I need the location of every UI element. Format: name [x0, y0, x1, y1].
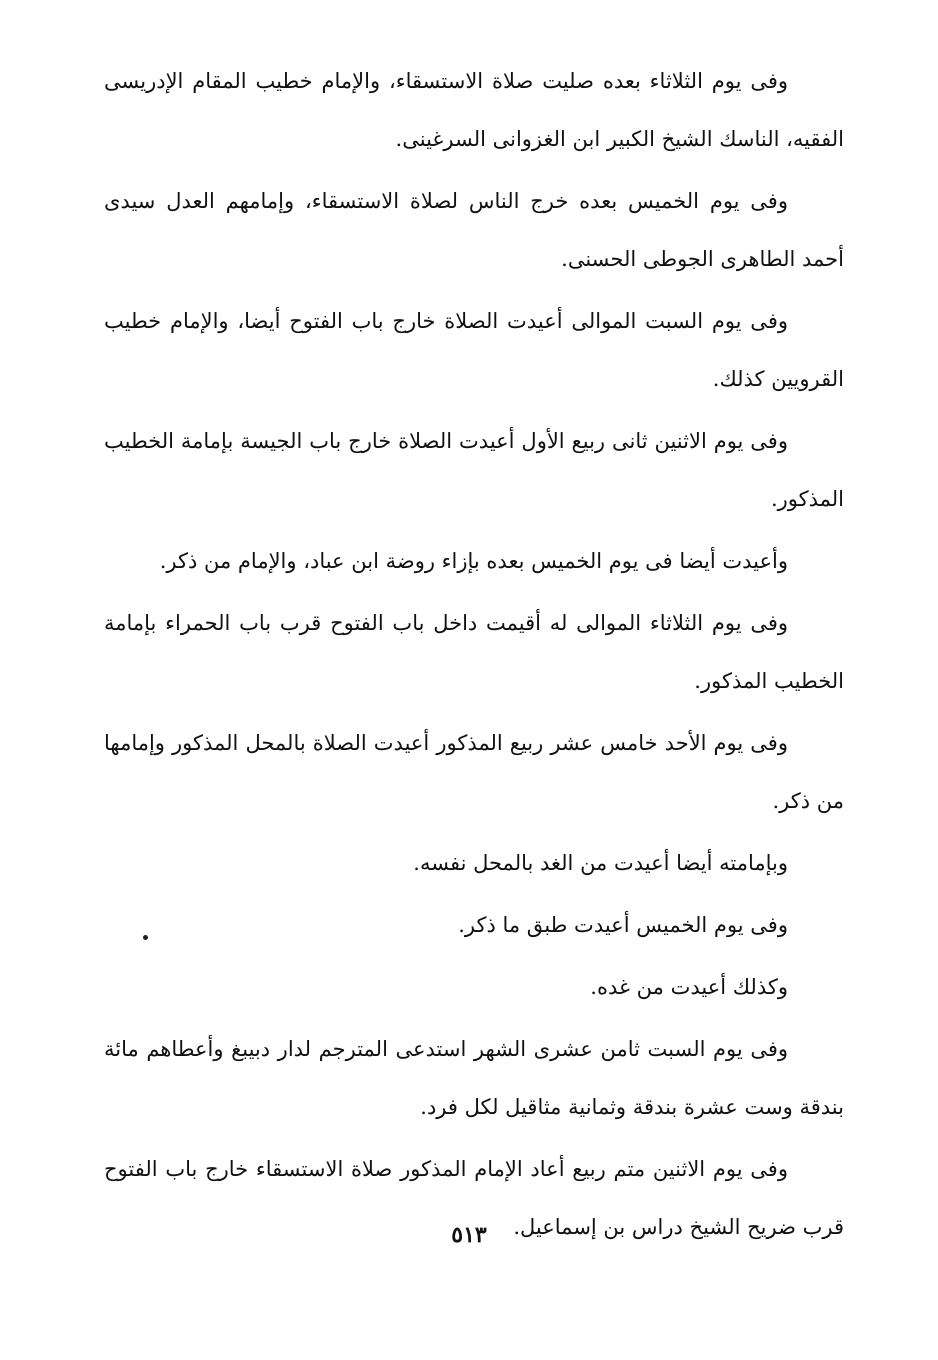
- paragraph: وفى يوم السبت الموالى أعيدت الصلاة خارج باب الفتوح أيضا، والإمام خطيب القرويين كذلك.: [104, 309, 844, 391]
- paragraph: وفى يوم الاثنين متم ربيع أعاد الإمام المذكور صلاة الاستسقاء خارج باب الفتوح قرب ضريح الشيخ دراس بن إسماعيل.: [104, 1157, 844, 1239]
- stray-dot: [143, 935, 148, 940]
- paragraph: وفى يوم الثلاثاء الموالى له أقيمت داخل باب الفتوح قرب باب الحمراء بإمامة الخطيب المذكور.: [104, 611, 844, 693]
- paragraph: وفى يوم الثلاثاء بعده صليت صلاة الاستسقاء، والإمام خطيب المقام الإدريسى الفقيه، الناسك الشيخ الكبير ابن الغزوانى السرغينى.: [104, 69, 844, 151]
- paragraph: وفى يوم الخميس أعيدت طبق ما ذكر.: [458, 913, 788, 937]
- paragraph: وفى يوم السبت ثامن عشرى الشهر استدعى المترجم لدار دبيبغ وأعطاهم مائة بندقة وست عشرة بندقة وثمانية مثاقيل لكل فرد.: [104, 1037, 844, 1119]
- paragraph: وأعيدت أيضا فى يوم الخميس بعده بإزاء روضة ابن عباد، والإمام من ذكر.: [159, 549, 788, 573]
- paragraph: وكذلك أعيدت من غده.: [590, 975, 788, 999]
- paragraph: وفى يوم الخميس بعده خرج الناس لصلاة الاستسقاء، وإمامهم العدل سيدى أحمد الطاهرى الجوطى الحسنى.: [104, 189, 844, 271]
- paragraph: وبإمامته أيضا أعيدت من الغد بالمحل نفسه.: [413, 851, 788, 875]
- paragraph: وفى يوم الأحد خامس عشر ربيع المذكور أعيدت الصلاة بالمحل المذكور وإمامها من ذكر.: [104, 731, 844, 813]
- body-text: [104, 52, 844, 1260]
- paragraph: وفى يوم الاثنين ثانى ربيع الأول أعيدت الصلاة خارج باب الجيسة بإمامة الخطيب المذكور.: [104, 429, 844, 511]
- page-number: ٥١٣: [451, 1222, 487, 1248]
